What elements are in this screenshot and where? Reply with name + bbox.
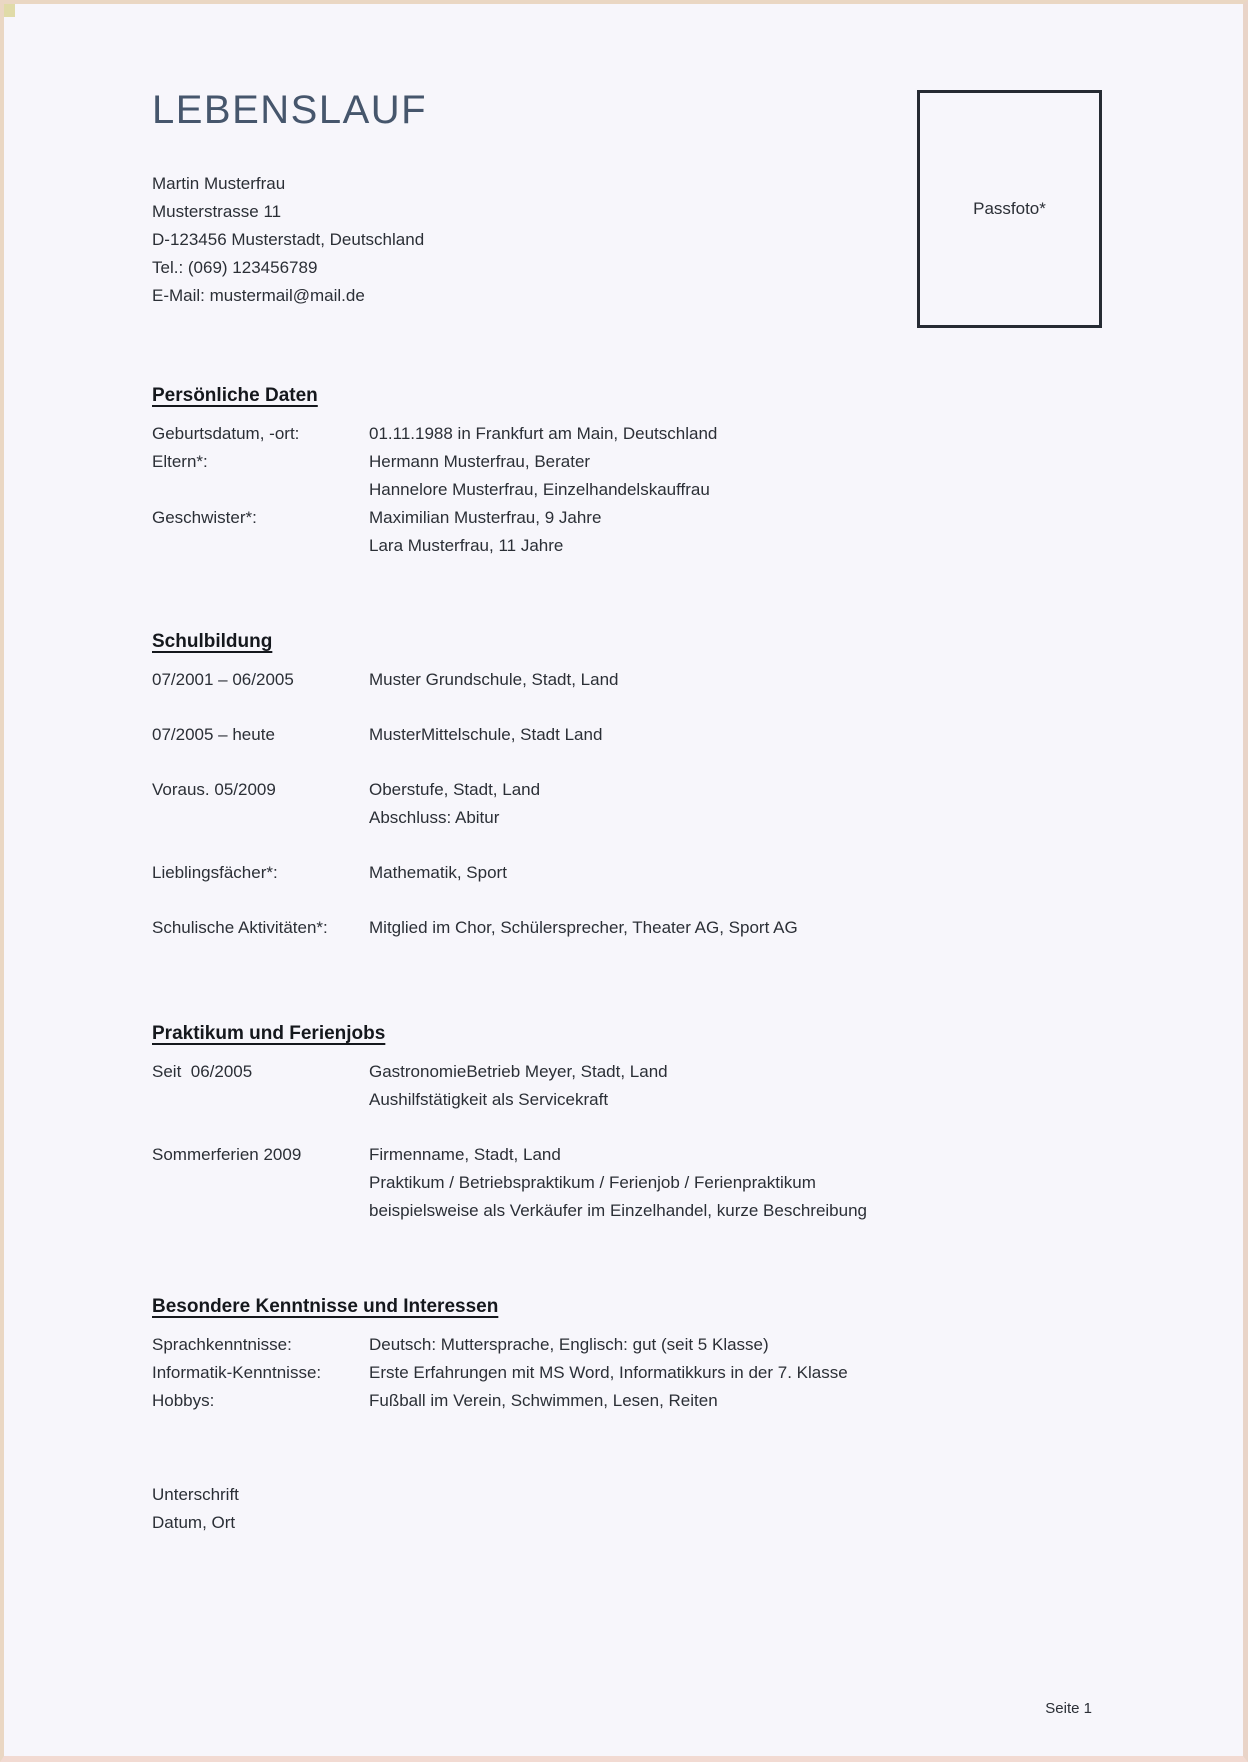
- row-value-line: beispielsweise als Verkäufer im Einzelhandel, kurze Beschreibung: [369, 1201, 867, 1220]
- row-values: [369, 1331, 1133, 1359]
- cv-section: [152, 1023, 1133, 1225]
- page-corner-accent: [4, 4, 15, 17]
- row-values: [369, 1387, 1133, 1415]
- row-values: [369, 1058, 1133, 1114]
- cv-section: [152, 631, 1133, 942]
- row-values: [369, 420, 1133, 448]
- section-rows: [152, 1058, 1133, 1225]
- page-title: LEBENSLAUF: [152, 88, 428, 132]
- cv-row: [152, 1359, 1133, 1387]
- row-value-line: Hermann Musterfrau, Berater: [369, 452, 591, 471]
- row-value-line: Mitglied im Chor, Schülersprecher, Theater AG, Sport AG: [369, 918, 798, 937]
- section-rows: [152, 666, 1133, 942]
- row-label: 07/2001 – 06/2005: [152, 670, 294, 689]
- row-label: Eltern*:: [152, 452, 208, 471]
- row-value-line: Firmenname, Stadt, Land: [369, 1145, 561, 1164]
- row-label: Hobbys:: [152, 1391, 215, 1410]
- row-label: Voraus. 05/2009: [152, 780, 276, 799]
- cv-row: [152, 1387, 1133, 1415]
- row-value-line: Hannelore Musterfrau, Einzelhandelskauffrau: [369, 480, 710, 499]
- contact-line: Martin Musterfrau: [152, 174, 286, 193]
- contact-block: [152, 170, 424, 310]
- row-value-line: Fußball im Verein, Schwimmen, Lesen, Reiten: [369, 1391, 718, 1410]
- row-value-line: Muster Grundschule, Stadt, Land: [369, 670, 619, 689]
- cv-row: [152, 859, 1133, 887]
- row-values: [369, 721, 1133, 749]
- cv-section: [152, 1296, 1133, 1415]
- row-value-line: Abschluss: Abitur: [369, 808, 500, 827]
- cv-section: [152, 385, 1133, 560]
- signature-block: [152, 1481, 239, 1537]
- row-label: Lieblingsfächer*:: [152, 863, 278, 882]
- row-label: Geburtsdatum, -ort:: [152, 424, 300, 443]
- row-values: [369, 1359, 1133, 1387]
- row-label: Sommerferien 2009: [152, 1145, 302, 1164]
- row-values: [369, 504, 1133, 560]
- row-value-line: Aushilfstätigkeit als Servicekraft: [369, 1090, 609, 1109]
- row-label: Schulische Aktivitäten*:: [152, 918, 328, 937]
- row-value-line: Praktikum / Betriebspraktikum / Ferienjob / Ferienpraktikum: [369, 1173, 816, 1192]
- contact-line: Tel.: (069) 123456789: [152, 258, 318, 277]
- cv-row: [152, 776, 1133, 832]
- row-values: [369, 666, 1133, 694]
- signature-line: Datum, Ort: [152, 1513, 236, 1532]
- row-value-line: Maximilian Musterfrau, 9 Jahre: [369, 508, 602, 527]
- cv-row: [152, 448, 1133, 504]
- contact-line: Musterstrasse 11: [152, 202, 282, 221]
- cv-row: [152, 504, 1133, 560]
- row-value-line: Deutsch: Muttersprache, Englisch: gut (seit 5 Klasse): [369, 1335, 769, 1354]
- section-rows: [152, 420, 1133, 560]
- row-label: Geschwister*:: [152, 508, 257, 527]
- row-values: [369, 1141, 1133, 1225]
- page-number: Seite 1: [1045, 1700, 1092, 1717]
- row-value-line: Mathematik, Sport: [369, 863, 507, 882]
- row-value-line: GastronomieBetrieb Meyer, Stadt, Land: [369, 1062, 668, 1081]
- row-value-line: 01.11.1988 in Frankfurt am Main, Deutschland: [369, 424, 718, 443]
- row-label: 07/2005 – heute: [152, 725, 275, 744]
- row-values: [369, 914, 1133, 942]
- cv-row: [152, 1141, 1133, 1225]
- photo-placeholder-label: Passfoto*: [973, 199, 1046, 218]
- cv-row: [152, 1331, 1133, 1359]
- contact-line: D-123456 Musterstadt, Deutschland: [152, 230, 425, 249]
- row-value-line: Lara Musterfrau, 11 Jahre: [369, 536, 564, 555]
- row-values: [369, 448, 1133, 504]
- cv-row: [152, 666, 1133, 694]
- cv-row: [152, 721, 1133, 749]
- cv-row: [152, 914, 1133, 942]
- passport-photo-placeholder: [917, 90, 1102, 328]
- signature-line: Unterschrift: [152, 1485, 239, 1504]
- section-heading: Persönliche Daten: [152, 385, 318, 406]
- row-value-line: Erste Erfahrungen mit MS Word, Informatikkurs in der 7. Klasse: [369, 1363, 848, 1382]
- section-heading: Praktikum und Ferienjobs: [152, 1023, 386, 1044]
- cv-row: [152, 420, 1133, 448]
- section-rows: [152, 1331, 1133, 1415]
- section-heading: Schulbildung: [152, 631, 273, 652]
- contact-line: E-Mail: mustermail@mail.de: [152, 286, 365, 305]
- row-values: [369, 776, 1133, 832]
- row-value-line: Oberstufe, Stadt, Land: [369, 780, 541, 799]
- cv-row: [152, 1058, 1133, 1114]
- row-label: Sprachkenntnisse:: [152, 1335, 292, 1354]
- row-label: Seit 06/2005: [152, 1062, 253, 1081]
- section-heading: Besondere Kenntnisse und Interessen: [152, 1296, 499, 1317]
- row-value-line: MusterMittelschule, Stadt Land: [369, 725, 603, 744]
- row-label: Informatik-Kenntnisse:: [152, 1363, 322, 1382]
- row-values: [369, 859, 1133, 887]
